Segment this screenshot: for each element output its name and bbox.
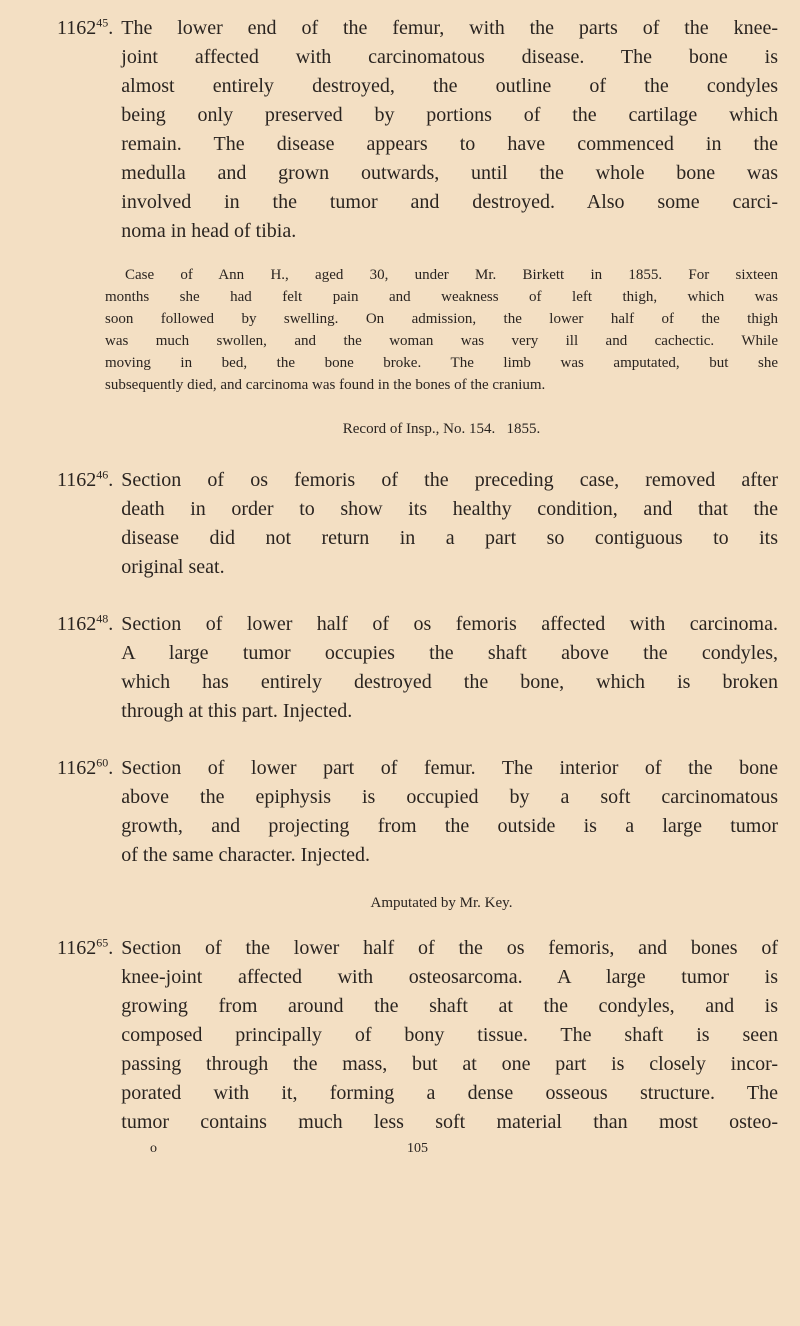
page-number: 105	[407, 1141, 428, 1156]
text-line: medulla and grown outwards, until the whole bone was	[121, 162, 778, 184]
note-line: months she had felt pain and weakness of left thigh, which was	[105, 289, 778, 305]
signature-mark: o	[150, 1141, 157, 1156]
entry-1162-65	[57, 934, 778, 1137]
entry-1162-45	[57, 14, 778, 246]
text-line: The lower end of the femur, with the parts of the knee-	[121, 17, 778, 39]
text-line: almost entirely destroyed, the outline of the condyles	[121, 75, 778, 97]
text-line: A large tumor occupies the shaft above the condyles,	[121, 642, 778, 664]
case-note	[105, 264, 778, 396]
text-line: remain. The disease appears to have commenced in the	[121, 133, 778, 155]
note-line: moving in bed, the bone broke. The limb was amputated, but she	[105, 355, 778, 371]
amputated-note: Amputated by Mr. Key.	[370, 895, 513, 911]
entry-1162-48	[57, 610, 778, 726]
entry-number: 1162$^{65}$.	[57, 935, 114, 959]
record-note: Record of Insp., No. 154. 1855.	[342, 421, 541, 437]
text-line: growth, and projecting from the outside is a large tumor	[121, 815, 778, 837]
entry-number: 1162$^{45}$.	[57, 15, 114, 39]
note-line: Case of Ann H., aged 30, under Mr. Birkett in 1855. For sixteen	[125, 267, 778, 283]
text-line: joint affected with carcinomatous disease. The bone is	[121, 46, 778, 68]
note-line: soon followed by swelling. On admission, the lower half of the thigh	[105, 311, 778, 327]
entry-number: 1162$^{46}$.	[57, 467, 114, 491]
text-line: knee-joint affected with osteosarcoma. A large tumor is	[121, 966, 778, 988]
text-line: passing through the mass, but at one part is closely incor-	[121, 1053, 778, 1075]
text-line: death in order to show its healthy condition, and that the	[121, 498, 778, 520]
entry-number: 1162$^{48}$.	[57, 611, 114, 635]
text-line: above the epiphysis is occupied by a soft carcinomatous	[121, 786, 778, 808]
text-line: noma in head of tibia.	[121, 220, 297, 242]
text-line: Section of the lower half of the os femoris, and bones of	[121, 937, 778, 959]
entry-1162-60	[57, 754, 778, 870]
text-line: Section of lower part of femur. The interior of the bone	[121, 757, 778, 779]
text-line: of the same character. Injected.	[121, 844, 371, 866]
text-line: Section of os femoris of the preceding case, removed after	[121, 469, 778, 491]
note-line: subsequently died, and carcinoma was found in the bones of the cranium.	[105, 377, 546, 393]
text-line: composed principally of bony tissue. The shaft is seen	[121, 1024, 778, 1046]
text-line: original seat.	[121, 556, 225, 578]
text-line: growing from around the shaft at the condyles, and is	[121, 995, 778, 1017]
note-line: was much swollen, and the woman was very ill and cachectic. While	[105, 333, 778, 349]
text-line: tumor contains much less soft material than most osteo-	[121, 1111, 778, 1133]
text-line: porated with it, forming a dense osseous structure. The	[121, 1082, 778, 1104]
text-line: through at this part. Injected.	[121, 700, 353, 722]
text-line: disease did not return in a part so contiguous to its	[121, 527, 778, 549]
entry-number: 1162$^{60}$.	[57, 755, 114, 779]
text-line: Section of lower half of os femoris affected with carcinoma.	[121, 613, 778, 635]
page-footer	[57, 1139, 778, 1159]
text-line: which has entirely destroyed the bone, which is broken	[121, 671, 778, 693]
text-line: involved in the tumor and destroyed. Also some carci-	[121, 191, 778, 213]
text-line: being only preserved by portions of the cartilage which	[121, 104, 778, 126]
entry-1162-46	[57, 466, 778, 582]
